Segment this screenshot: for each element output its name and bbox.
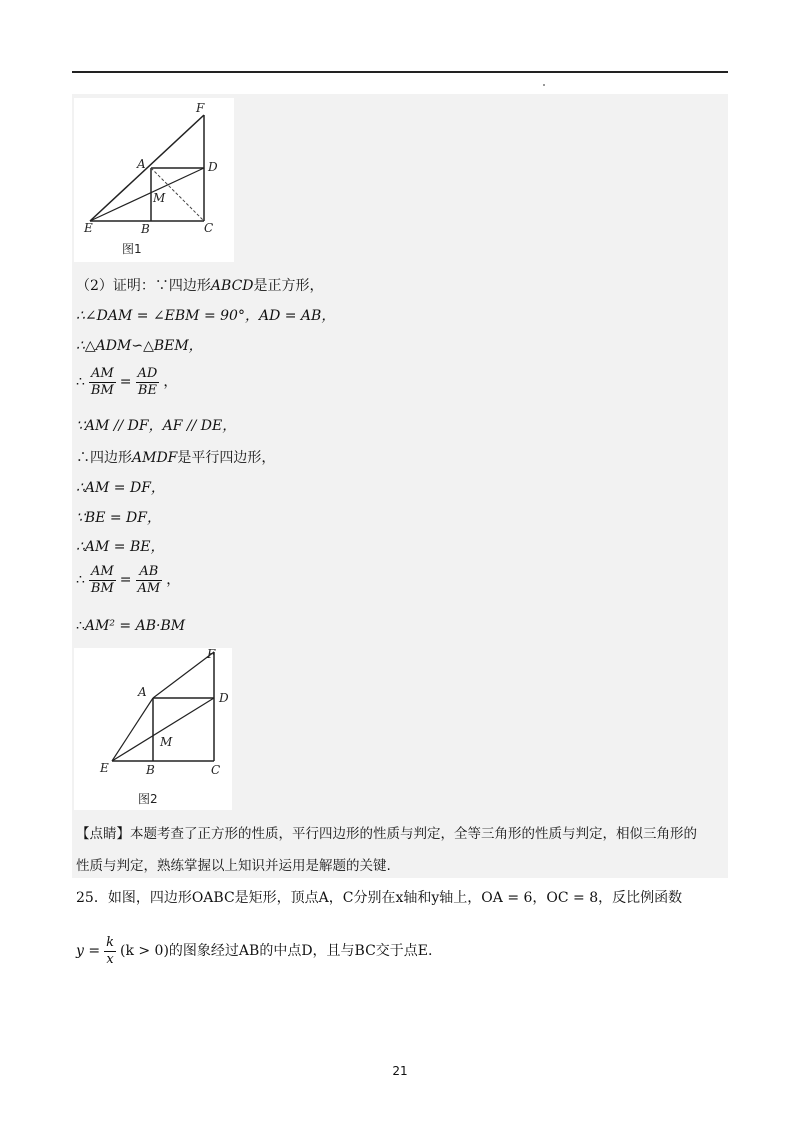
frac-den: BE (137, 382, 157, 398)
frac-num: AD (137, 365, 158, 381)
proof-l10-suffix: ， (166, 572, 181, 588)
proof-l6-pre: ∴四边形 (76, 450, 132, 466)
frac-den: x (106, 951, 114, 967)
fig1-label-E: E (84, 221, 93, 235)
figure-1 (74, 98, 234, 262)
proof-l1-math: ABCD (210, 278, 254, 294)
frac-num: AB (136, 564, 163, 581)
fig1-label-A: A (137, 157, 146, 171)
proof-line-1 (76, 276, 324, 296)
figure-2 (74, 648, 232, 810)
proof-line-4 (76, 364, 177, 400)
fig2-label-D: D (219, 691, 229, 705)
proof-line-8: ∵BE = DF， (76, 510, 161, 526)
fig1-label-F: F (196, 101, 205, 115)
proof-l4-prefix: ∴ (76, 374, 85, 390)
fig2-label-E: E (100, 761, 109, 775)
frac-num: AM (89, 564, 116, 581)
speck (543, 84, 545, 86)
proof-line-3: ∴△ADM∽△BEM， (76, 338, 203, 354)
question-25-line-2 (76, 934, 432, 968)
fraction-k-x (104, 935, 116, 968)
q25-line2-post: (k > 0)的图象经过AB的中点D，且与BC交于点E. (119, 943, 433, 959)
fig2-label-M: M (160, 735, 173, 749)
comment-line-2: 性质与判定，熟练掌握以上知识并运用是解题的关键. (76, 858, 391, 874)
proof-l4-suffix: ， (163, 374, 178, 390)
proof-l6-math: AMDF (132, 450, 178, 466)
frac-den: AM (137, 580, 161, 596)
fig2-label-A: A (138, 685, 147, 699)
proof-line-2: ∴∠DAM = ∠EBM = 90°，AD = AB， (76, 308, 336, 324)
proof-line-6 (76, 448, 275, 468)
fig2-label-F: F (207, 648, 216, 661)
frac-num: k (106, 934, 114, 950)
page-number: 21 (392, 1064, 408, 1078)
fig1-label-M: M (153, 191, 166, 205)
fig1-label-B: B (141, 222, 150, 236)
proof-l1-post: 是正方形， (253, 278, 324, 294)
fraction-ad-be (136, 366, 160, 399)
equals-sign: = (119, 374, 132, 390)
frac-num: AM (89, 366, 116, 383)
frac-den: BM (90, 382, 114, 398)
proof-l6-post: 是平行四边形， (177, 450, 276, 466)
header-rule (72, 71, 728, 73)
fig1-caption: 图1 (122, 242, 142, 256)
comment-line-1: 【点睛】本题考查了正方形的性质，平行四边形的性质与判定，全等三角形的性质与判定，相似三角形的 (76, 826, 697, 842)
fraction-am-bm (89, 366, 116, 399)
fig2-caption: 图2 (138, 792, 158, 806)
proof-line-7: ∴AM = DF， (76, 480, 165, 496)
proof-line-11 (76, 616, 185, 636)
fig2-label-B: B (146, 763, 155, 777)
proof-l11-math: AM² = AB·BM (84, 618, 186, 634)
equals-sign: = (119, 572, 132, 588)
frac-den: BM (90, 580, 114, 596)
proof-line-5: ∵AM // DF，AF // DE， (76, 418, 237, 434)
fraction-am-bm-2 (89, 564, 116, 597)
q25-y-equals: y = (76, 943, 101, 959)
fig1-label-D: D (208, 160, 218, 174)
proof-l10-prefix: ∴ (76, 572, 85, 588)
fig2-label-C: C (211, 763, 221, 777)
proof-l11-pre: ∴ (76, 618, 85, 634)
question-25-line-1: 25．如图，四边形OABC是矩形，顶点A，C分别在x轴和y轴上，OA = 6，OC = 8，反比例函数 (76, 890, 683, 906)
fraction-ab-am (136, 564, 163, 597)
proof-line-10 (76, 562, 180, 598)
proof-l1-pre: （2）证明：∵四边形 (76, 278, 211, 294)
proof-line-9: ∴AM = BE， (76, 539, 165, 555)
fig1-label-C: C (204, 221, 214, 235)
